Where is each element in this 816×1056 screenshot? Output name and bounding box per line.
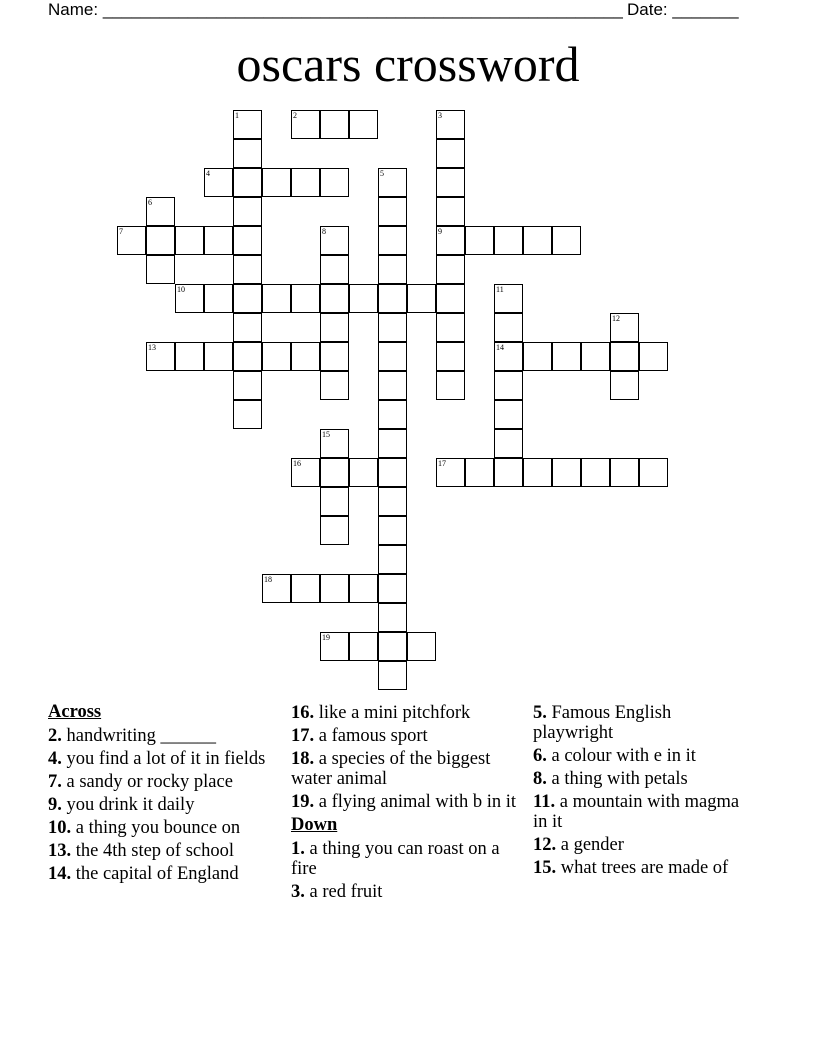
crossword-cell[interactable] [320, 632, 349, 661]
crossword-cell[interactable] [407, 284, 436, 313]
clue-number: 8. [533, 769, 547, 789]
crossword-cell[interactable] [320, 110, 349, 139]
crossword-cell[interactable] [465, 226, 494, 255]
crossword-cell[interactable] [552, 342, 581, 371]
crossword-cell[interactable] [378, 632, 407, 661]
crossword-cell[interactable] [436, 371, 465, 400]
crossword-cell[interactable] [378, 255, 407, 284]
crossword-cell[interactable] [436, 110, 465, 139]
crossword-cell[interactable] [378, 168, 407, 197]
crossword-cell[interactable] [407, 632, 436, 661]
clue-item [48, 841, 278, 861]
clue-text: a sandy or rocky place [61, 772, 233, 792]
clue-item [533, 746, 748, 766]
clue-item [533, 792, 748, 832]
clue-number: 4. [48, 749, 62, 769]
clue-item [533, 835, 748, 855]
clue-number: 18. [291, 749, 315, 769]
crossword-cell[interactable] [436, 168, 465, 197]
down-heading: Down [291, 815, 338, 835]
date-label: Date: [627, 0, 668, 19]
cell-number: 19 [322, 633, 330, 642]
clue-number: 9. [48, 795, 62, 815]
crossword-cell[interactable] [349, 458, 378, 487]
clue-number: 10. [48, 818, 72, 838]
crossword-cell[interactable] [494, 342, 523, 371]
crossword-cell[interactable] [436, 226, 465, 255]
crossword-cell[interactable] [639, 342, 668, 371]
clue-item [291, 839, 521, 879]
crossword-cell[interactable] [494, 458, 523, 487]
cell-number: 17 [438, 459, 446, 468]
clue-item [48, 864, 278, 884]
clue-number: 19. [291, 792, 315, 812]
cell-number: 5 [380, 169, 384, 178]
clue-number: 14. [48, 864, 72, 884]
crossword-cell[interactable] [378, 487, 407, 516]
crossword-cell[interactable] [146, 342, 175, 371]
crossword-cell[interactable] [436, 313, 465, 342]
crossword-cell[interactable] [233, 313, 262, 342]
clues-column-2 [291, 703, 521, 905]
crossword-cell[interactable] [320, 458, 349, 487]
crossword-cell[interactable] [523, 226, 552, 255]
crossword-cell[interactable] [233, 342, 262, 371]
crossword-cell[interactable] [320, 487, 349, 516]
page-title: oscars crossword [236, 36, 580, 92]
cell-number: 3 [438, 111, 442, 120]
clue-item [533, 769, 748, 789]
crossword-cell[interactable] [175, 284, 204, 313]
crossword-cell[interactable] [378, 516, 407, 545]
crossword-cell[interactable] [436, 342, 465, 371]
clue-text: a colour with e in it [546, 746, 696, 766]
cell-number: 7 [119, 227, 123, 236]
clue-text: a species of the biggest water animal [291, 749, 491, 789]
crossword-cell[interactable] [494, 313, 523, 342]
cell-number: 12 [612, 314, 620, 323]
crossword-cell[interactable] [349, 574, 378, 603]
across-heading: Across [48, 702, 102, 722]
clue-number: 3. [291, 882, 305, 902]
crossword-cell[interactable] [436, 458, 465, 487]
crossword-cell[interactable] [117, 226, 146, 255]
crossword-cell[interactable] [204, 284, 233, 313]
crossword-cell[interactable] [291, 574, 320, 603]
crossword-cell[interactable] [378, 342, 407, 371]
crossword-cell[interactable] [291, 110, 320, 139]
clue-text: a thing you can roast on a fire [291, 839, 500, 879]
clue-text: you find a lot of it in fields [61, 749, 266, 769]
clue-text: like a mini pitchfork [314, 703, 471, 723]
crossword-cell[interactable] [436, 255, 465, 284]
clue-item [48, 726, 278, 746]
cell-number: 16 [293, 459, 301, 468]
crossword-cell[interactable] [320, 429, 349, 458]
clue-number: 16. [291, 703, 315, 723]
crossword-cell[interactable] [378, 313, 407, 342]
crossword-cell[interactable] [320, 516, 349, 545]
cell-number: 10 [177, 285, 185, 294]
crossword-cell[interactable] [552, 458, 581, 487]
clue-text: a red fruit [304, 882, 383, 902]
crossword-cell[interactable] [320, 313, 349, 342]
crossword-cell[interactable] [146, 197, 175, 226]
cell-number: 9 [438, 227, 442, 236]
crossword-cell[interactable] [494, 429, 523, 458]
crossword-cell[interactable] [436, 284, 465, 313]
clue-item [291, 882, 521, 902]
crossword-cell[interactable] [146, 255, 175, 284]
clue-number: 15. [533, 858, 557, 878]
clue-number: 6. [533, 746, 547, 766]
crossword-cell[interactable] [378, 429, 407, 458]
crossword-cell[interactable] [436, 139, 465, 168]
cell-number: 13 [148, 343, 156, 352]
clue-item [291, 749, 521, 789]
clue-number: 5. [533, 703, 547, 723]
crossword-cell[interactable] [378, 603, 407, 632]
clue-item [533, 858, 748, 878]
crossword-cell[interactable] [175, 342, 204, 371]
crossword-cell[interactable] [204, 226, 233, 255]
crossword-cell[interactable] [320, 284, 349, 313]
crossword-cell[interactable] [291, 458, 320, 487]
clue-text: a flying animal with b in it [314, 792, 517, 812]
crossword-cell[interactable] [233, 168, 262, 197]
clue-text: a thing with petals [546, 769, 688, 789]
crossword-cell[interactable] [291, 284, 320, 313]
cell-number: 4 [206, 169, 210, 178]
crossword-cell[interactable] [262, 284, 291, 313]
crossword-cell[interactable] [320, 574, 349, 603]
clue-text: the capital of England [71, 864, 239, 884]
crossword-cell[interactable] [233, 400, 262, 429]
clue-item [291, 726, 521, 746]
crossword-cell[interactable] [581, 342, 610, 371]
clue-item [48, 749, 278, 769]
clue-number: 2. [48, 726, 62, 746]
crossword-cell[interactable] [349, 110, 378, 139]
clue-number: 17. [291, 726, 315, 746]
clue-item [291, 703, 521, 723]
clue-text: handwriting ______ [61, 726, 217, 746]
crossword-cell[interactable] [552, 226, 581, 255]
clue-item [48, 795, 278, 815]
crossword-cell[interactable] [465, 458, 494, 487]
clue-item [48, 772, 278, 792]
crossword-cell[interactable] [610, 458, 639, 487]
crossword-cell[interactable] [146, 226, 175, 255]
crossword-cell[interactable] [233, 139, 262, 168]
crossword-cell[interactable] [233, 226, 262, 255]
crossword-cell[interactable] [378, 226, 407, 255]
crossword-cell[interactable] [494, 226, 523, 255]
date-line: _______ [672, 0, 739, 19]
cell-number: 15 [322, 430, 330, 439]
clue-text: what trees are made of [556, 858, 729, 878]
clue-number: 12. [533, 835, 557, 855]
crossword-cell[interactable] [610, 313, 639, 342]
crossword-cell[interactable] [233, 197, 262, 226]
clue-number: 7. [48, 772, 62, 792]
crossword-cell[interactable] [320, 255, 349, 284]
crossword-cell[interactable] [291, 168, 320, 197]
crossword-cell[interactable] [320, 226, 349, 255]
clue-text: a mountain with magma in it [533, 792, 740, 832]
cell-number: 2 [293, 111, 297, 120]
crossword-cell[interactable] [523, 458, 552, 487]
cell-number: 8 [322, 227, 326, 236]
crossword-cell[interactable] [233, 255, 262, 284]
crossword-cell[interactable] [378, 574, 407, 603]
clue-number: 11. [533, 792, 556, 812]
name-line: _______________________________________________________ [102, 0, 623, 19]
clue-number: 1. [291, 839, 305, 859]
crossword-cell[interactable] [494, 284, 523, 313]
crossword-cell[interactable] [262, 574, 291, 603]
clue-item [533, 703, 748, 743]
crossword-cell[interactable] [349, 284, 378, 313]
crossword-cell[interactable] [378, 197, 407, 226]
crossword-cell[interactable] [320, 342, 349, 371]
cell-number: 11 [496, 285, 504, 294]
clue-item [48, 818, 278, 838]
clue-text: a famous sport [314, 726, 428, 746]
clues-column-3 [533, 703, 748, 881]
cell-number: 14 [496, 343, 504, 352]
clue-text: a gender [556, 835, 624, 855]
clue-text: the 4th step of school [71, 841, 235, 861]
crossword-cell[interactable] [581, 458, 610, 487]
clue-item [291, 792, 521, 812]
crossword-cell[interactable] [233, 110, 262, 139]
crossword-cell[interactable] [233, 371, 262, 400]
crossword-cell[interactable] [204, 168, 233, 197]
crossword-cell[interactable] [378, 400, 407, 429]
clue-text: Famous English playwright [533, 703, 672, 743]
clue-number: 13. [48, 841, 72, 861]
crossword-cell[interactable] [320, 168, 349, 197]
crossword-cell[interactable] [436, 197, 465, 226]
crossword-cell[interactable] [233, 284, 262, 313]
crossword-cell[interactable] [378, 545, 407, 574]
crossword-cell[interactable] [378, 661, 407, 690]
clues-column-1 [48, 702, 278, 887]
clue-text: a thing you bounce on [71, 818, 241, 838]
crossword-cell[interactable] [175, 226, 204, 255]
crossword-cell[interactable] [523, 342, 552, 371]
crossword-cell[interactable] [204, 342, 233, 371]
crossword-cell[interactable] [378, 371, 407, 400]
crossword-cell[interactable] [494, 400, 523, 429]
crossword-cell[interactable] [262, 342, 291, 371]
crossword-cell[interactable] [291, 342, 320, 371]
cell-number: 6 [148, 198, 152, 207]
crossword-cell[interactable] [494, 371, 523, 400]
cell-number: 1 [235, 111, 239, 120]
clue-text: you drink it daily [61, 795, 195, 815]
crossword-cell[interactable] [639, 458, 668, 487]
crossword-cell[interactable] [610, 371, 639, 400]
cell-number: 18 [264, 575, 272, 584]
crossword-cell[interactable] [262, 168, 291, 197]
name-label: Name: [48, 0, 99, 19]
crossword-cell[interactable] [320, 371, 349, 400]
crossword-cell[interactable] [378, 284, 407, 313]
crossword-cell[interactable] [610, 342, 639, 371]
crossword-cell[interactable] [378, 458, 407, 487]
crossword-cell[interactable] [349, 632, 378, 661]
